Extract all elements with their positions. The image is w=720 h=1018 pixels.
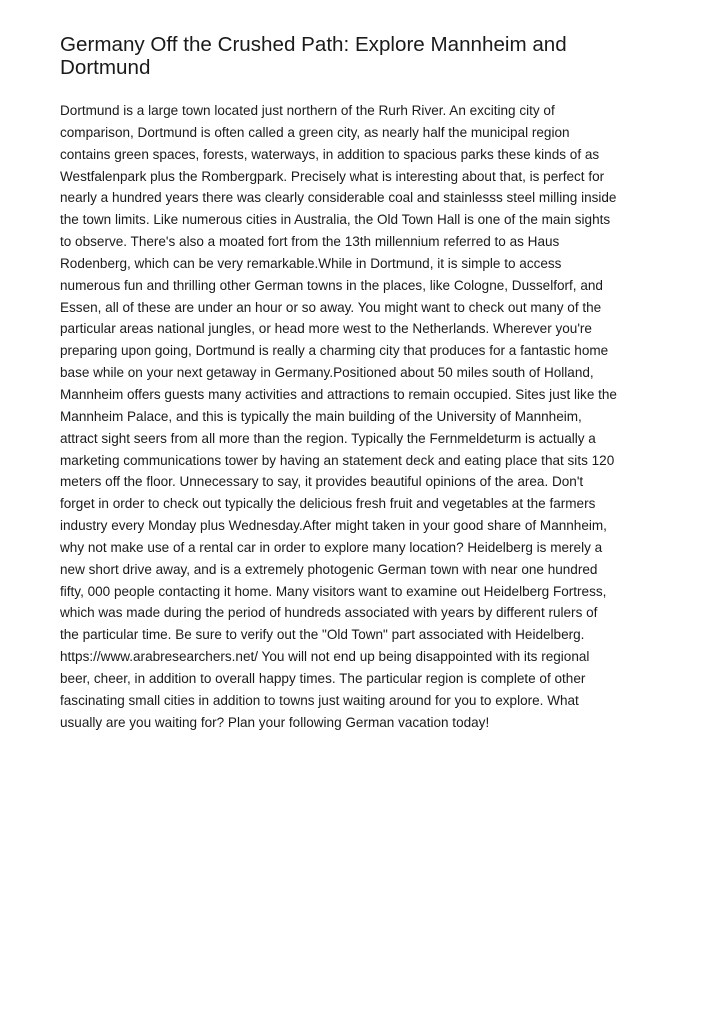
body-line: Dortmund is a large town located just northern of the Rurh River. An exciting city of: [60, 103, 555, 118]
body-line: the particular time. Be sure to verify out the "Old Town" part associated with Heidelberg.: [60, 627, 585, 643]
body-line: numerous fun and thrilling other German towns in the places, like Cologne, Dusselforf, and: [60, 277, 603, 293]
body-line: Essen, all of these are under an hour or so away. You might want to check out many of the: [60, 299, 602, 315]
body-line: fascinating small cities in addition to towns just waiting around for you to explore. What: [60, 692, 579, 708]
document-title: [60, 33, 660, 79]
body-line: base while on your next getaway in Germany.Positioned about 50 miles south of Holland,: [60, 365, 594, 381]
body-line: comparison, Dortmund is often called a green city, as nearly half the municipal region: [60, 124, 570, 140]
body-line: Mannheim Palace, and this is typically the main building of the University of Mannheim,: [60, 408, 582, 424]
body-line: Rodenberg, which can be very remarkable.While in Dortmund, it is simple to access: [60, 255, 562, 271]
body-line: Mannheim offers guests many activities and attractions to remain occupied. Sites just like the: [60, 386, 617, 402]
body-line: to observe. There's also a moated fort from the 13th millennium referred to as Haus: [60, 234, 560, 250]
body-line: contains green spaces, forests, waterways, in addition to spacious parks these kinds of as: [60, 146, 600, 162]
body-line: meters off the floor. Unnecessary to say, it provides beautiful opinions of the area. Don't: [60, 474, 584, 490]
body-line: preparing upon going, Dortmund is really a charming city that produces for a fantastic home: [60, 343, 609, 359]
body-line: attract sight seers from all more than the region. Typically the Fernmeldeturm is actually a: [60, 430, 596, 446]
body-line: particular areas national jungles, or head more west to the Netherlands. Wherever you're: [60, 321, 592, 337]
article-body: [60, 100, 660, 733]
body-line: Westfalenpark plus the Rombergpark. Precisely what is interesting about that, is perfect for: [60, 168, 605, 184]
body-line: industry every Monday plus Wednesday.After might taken in your good share of Mannheim,: [60, 518, 607, 534]
body-line: https://www.arabresearchers.net/ You will not end up being disappointed with its regional: [60, 649, 590, 665]
body-line: marketing communications tower by having an statement deck and eating place that sits 120: [60, 452, 615, 468]
body-line: fifty, 000 people contacting it home. Many visitors want to examine out Heidelberg Fortress,: [60, 583, 607, 599]
body-line: forget in order to check out typically the delicious fresh fruit and vegetables at the farmers: [60, 496, 596, 512]
title-line: Germany Off the Crushed Path: Explore Mannheim and: [60, 33, 567, 56]
body-line: beer, cheer, in addition to overall happy times. The particular region is complete of other: [60, 670, 586, 686]
body-line: the town limits. Like numerous cities in Australia, the Old Town Hall is one of the main sights: [60, 212, 611, 228]
body-line: new short drive away, and is a extremely photogenic German town with near one hundred: [60, 561, 598, 577]
body-line: which was made during the period of hundreds associated with years by different rulers of: [60, 605, 598, 621]
body-line: usually are you waiting for? Plan your following German vacation today!: [60, 714, 490, 730]
title-line: Dortmund: [60, 56, 151, 79]
body-line: why not make use of a rental car in order to explore many location? Heidelberg is merely a: [60, 539, 603, 555]
body-line: nearly a hundred years there was clearly considerable coal and stainlesss steel milling inside: [60, 190, 617, 206]
